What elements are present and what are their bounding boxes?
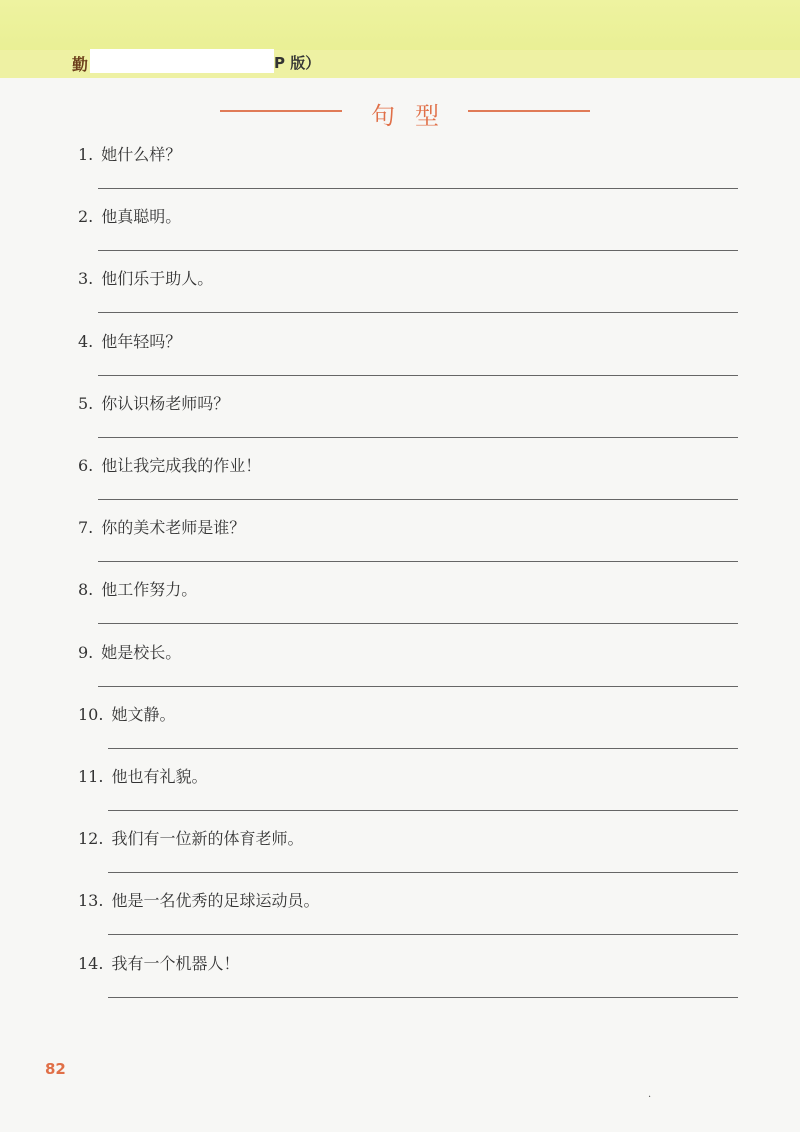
exercise-sentence: 他年轻吗？ [101, 331, 182, 351]
exercise-number: 8. [78, 580, 94, 600]
answer-line[interactable] [98, 561, 738, 562]
answer-line[interactable] [108, 748, 738, 749]
page-number: 82 [45, 1060, 66, 1078]
exercise-text [78, 764, 207, 787]
answer-line[interactable] [108, 872, 738, 873]
exercise-number: 4. [78, 331, 94, 351]
exercise-item [0, 142, 800, 204]
exercise-sentence: 他也有礼貌。 [111, 767, 208, 786]
exercise-item [0, 329, 800, 391]
exercise-number: 11. [78, 767, 104, 786]
exercise-sentence: 她文静。 [111, 704, 176, 724]
answer-line[interactable] [98, 312, 738, 313]
exercise-sentence: 她什么样？ [101, 145, 182, 164]
exercise-sentence: 他是一名优秀的足球运动员。 [111, 891, 320, 911]
exercise-sentence: 她是校长。 [101, 642, 182, 662]
exercise-text [78, 204, 181, 227]
exercise-number: 9. [78, 642, 94, 662]
exercise-number: 13. [78, 891, 104, 911]
exercise-item [0, 204, 800, 266]
exercise-text [78, 951, 239, 974]
exercise-sentence: 他真聪明。 [101, 207, 182, 227]
exercise-number: 7. [78, 518, 94, 538]
answer-line[interactable] [108, 997, 738, 998]
answer-line[interactable] [108, 810, 738, 811]
exercise-text [78, 888, 319, 911]
section-heading [220, 94, 590, 130]
exercise-number: 1. [78, 145, 94, 164]
answer-line[interactable] [98, 499, 738, 500]
exercise-sentence: 你的美术老师是谁？ [101, 518, 246, 538]
exercise-text [78, 142, 181, 165]
exercise-item [0, 577, 800, 639]
exercise-sentence: 他让我完成我的作业！ [101, 456, 262, 475]
exercise-sentence: 他们乐于助人。 [101, 269, 214, 289]
exercise-text [78, 266, 213, 289]
answer-line[interactable] [98, 623, 738, 624]
exercise-number: 12. [78, 829, 104, 849]
exercise-item [0, 391, 800, 453]
exercise-sentence: 我们有一位新的体育老师。 [111, 829, 304, 849]
exercise-number: 14. [78, 953, 104, 973]
title-rule-right [468, 110, 590, 112]
answer-line[interactable] [98, 375, 738, 376]
exercise-item [0, 826, 800, 888]
book-logo: 勤 [72, 55, 89, 74]
exercise-number: 6. [78, 456, 94, 475]
answer-line[interactable] [98, 188, 738, 189]
exercise-item [0, 702, 800, 764]
answer-line[interactable] [98, 437, 738, 438]
exercise-text [78, 702, 175, 725]
edition-label: P 版） [274, 54, 321, 72]
exercise-item [0, 453, 800, 515]
exercise-item [0, 888, 800, 950]
exercise-text [78, 453, 261, 476]
exercise-item [0, 640, 800, 702]
exercise-sentence: 我有一个机器人！ [111, 953, 240, 973]
exercise-text [78, 329, 181, 352]
answer-line[interactable] [98, 250, 738, 251]
exercise-item [0, 951, 800, 1013]
scan-speck: · [648, 1092, 652, 1103]
exercise-text [78, 391, 229, 414]
exercise-sentence: 你认识杨老师吗？ [101, 393, 230, 413]
exercise-number: 10. [78, 704, 104, 724]
exercise-item [0, 515, 800, 577]
section-title: 句型 [371, 102, 459, 130]
exercise-number: 5. [78, 393, 94, 413]
exercise-text [78, 826, 303, 849]
exercise-text [78, 577, 197, 600]
redacted-title [90, 49, 274, 73]
answer-line[interactable] [108, 934, 738, 935]
answer-line[interactable] [98, 686, 738, 687]
exercise-text [78, 640, 181, 663]
exercise-sentence: 他工作努力。 [101, 580, 198, 600]
exercise-item [0, 764, 800, 826]
exercise-number: 3. [78, 269, 94, 289]
exercise-number: 2. [78, 207, 94, 227]
exercise-text [78, 515, 245, 538]
exercise-item [0, 266, 800, 328]
